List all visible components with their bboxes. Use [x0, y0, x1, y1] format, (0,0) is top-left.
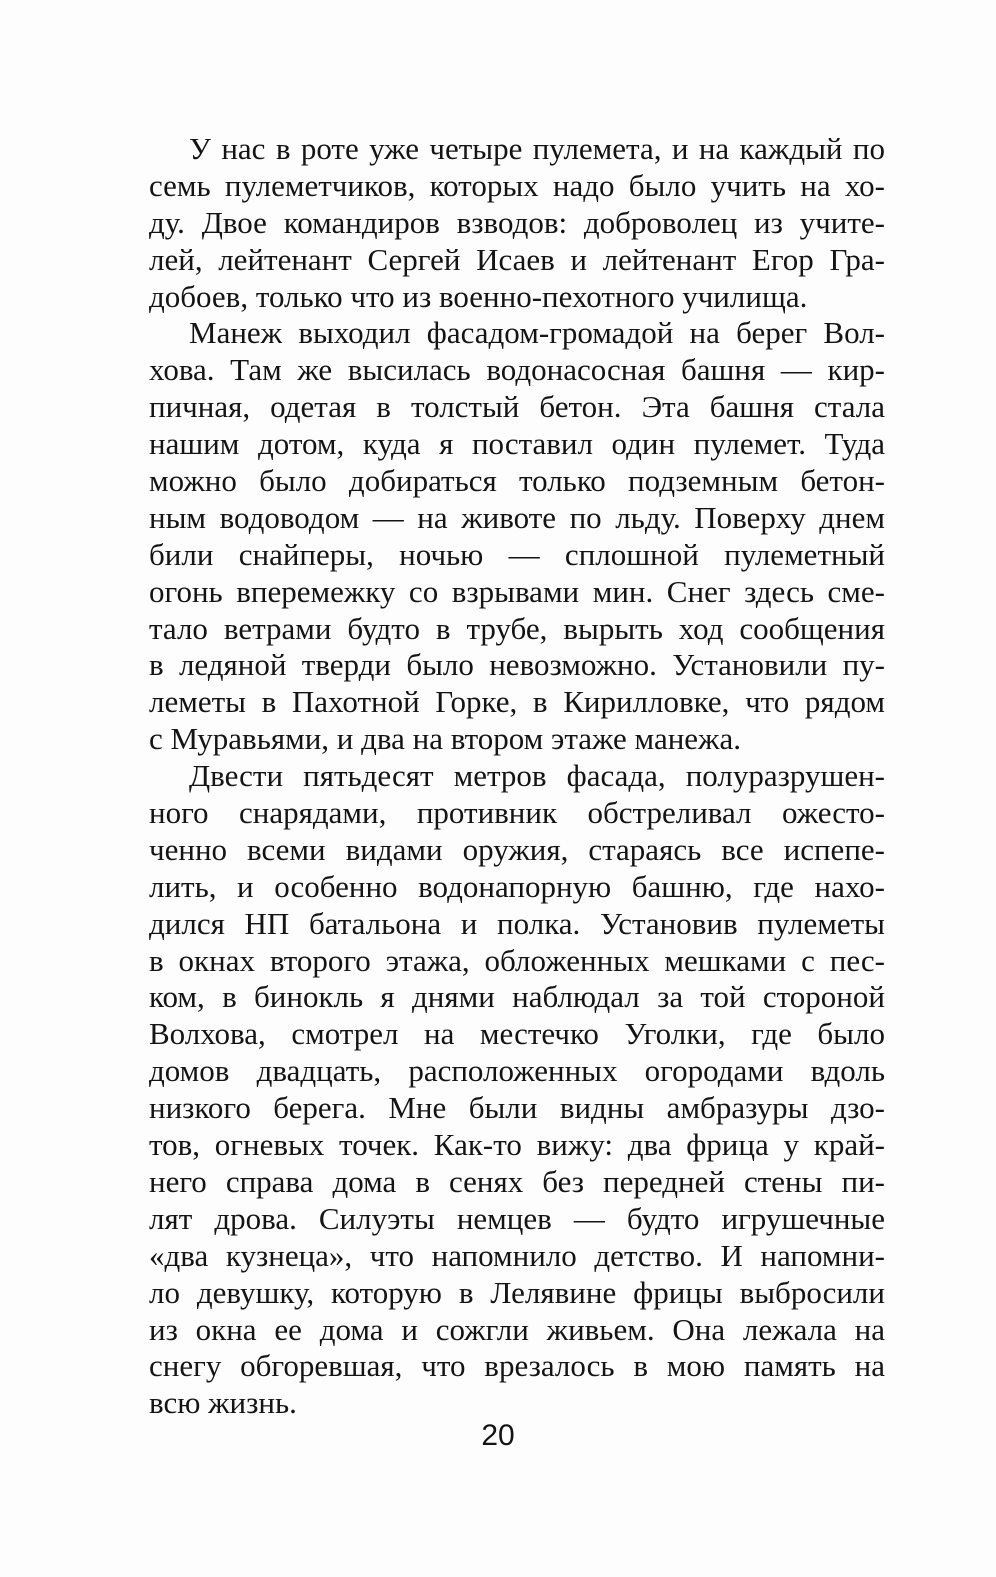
text-line: лей, лейтенант Сергей Исаев и лейтенант Егор Гра-: [149, 241, 885, 277]
text-line: лят дрова. Силуэты немцев — будто игрушечные: [149, 1200, 885, 1236]
text-line: ду. Двое командиров взводов: доброволец из учите-: [149, 204, 885, 240]
text-line: ком, в бинокль я днями наблюдал за той стороной: [149, 979, 885, 1015]
text-line: тало ветрами будто в трубе, вырыть ход сообщения: [149, 610, 885, 646]
text-line: ного снарядами, противник обстреливал ожесто-: [149, 795, 885, 831]
text-line: можно было добираться только подземным бетон-: [149, 463, 885, 499]
text-line: дился НП батальона и полка. Установив пулеметы: [149, 905, 885, 941]
text-line: добоев, только что из военно-пехотного училища.: [149, 278, 808, 314]
text-line: него справа дома в сенях без передней стены пи-: [149, 1163, 885, 1199]
paragraph: [149, 315, 885, 758]
text-line: огонь вперемежку со взрывами мин. Снег здесь сме-: [149, 573, 885, 609]
page-number: 20: [481, 1419, 515, 1452]
text-line: семь пулеметчиков, которых надо было учить на хо-: [149, 167, 885, 203]
text-line: из окна ее дома и сожгли живьем. Она лежала на: [149, 1311, 885, 1347]
text-line: всю жизнь.: [149, 1385, 297, 1421]
text-line: в окнах второго этажа, обложенных мешками с пес-: [149, 942, 885, 978]
text-line: хова. Там же высилась водонасосная башня — кир-: [149, 352, 885, 388]
paragraph: [149, 131, 885, 315]
text-line: с Муравьями, и два на втором этаже манежа.: [149, 721, 741, 757]
text-line: ным водоводом — на животе по льду. Поверху днем: [149, 499, 885, 535]
text-line: У нас в роте уже четыре пулемета, и на каждый по: [189, 131, 885, 166]
body-text: [149, 131, 885, 1422]
text-line: в ледяной тверди было невозможно. Установили пу-: [149, 647, 885, 683]
text-line: тов, огневых точек. Как-то вижу: два фрица у край-: [149, 1127, 885, 1163]
text-line: Двести пятьдесят метров фасада, полуразрушен-: [189, 758, 885, 794]
paragraph: [149, 758, 885, 1422]
text-line: пичная, одетая в толстый бетон. Эта башня стала: [149, 389, 885, 425]
text-line: лить, и особенно водонапорную башню, где нахо-: [149, 868, 885, 904]
text-line: ченно всеми видами оружия, стараясь все испепе-: [149, 831, 885, 867]
text-line: низкого берега. Мне были видны амбразуры дзо-: [149, 1090, 885, 1126]
text-line: «два кузнеца», что напомнило детство. И напомни-: [149, 1237, 885, 1273]
text-line: снегу обгоревшая, что врезалось в мою память на: [149, 1348, 885, 1384]
text-line: Волхова, смотрел на местечко Уголки, где было: [149, 1016, 885, 1052]
text-line: Манеж выходил фасадом-громадой на берег Вол-: [189, 315, 885, 351]
text-line: нашим дотом, куда я поставил один пулемет. Туда: [149, 426, 885, 462]
text-line: ло девушку, которую в Лелявине фрицы выбросили: [149, 1274, 885, 1310]
text-line: били снайперы, ночью — сплошной пулеметный: [149, 536, 885, 572]
text-line: домов двадцать, расположенных огородами вдоль: [149, 1053, 885, 1089]
text-line: леметы в Пахотной Горке, в Кирилловке, что рядом: [149, 684, 885, 720]
